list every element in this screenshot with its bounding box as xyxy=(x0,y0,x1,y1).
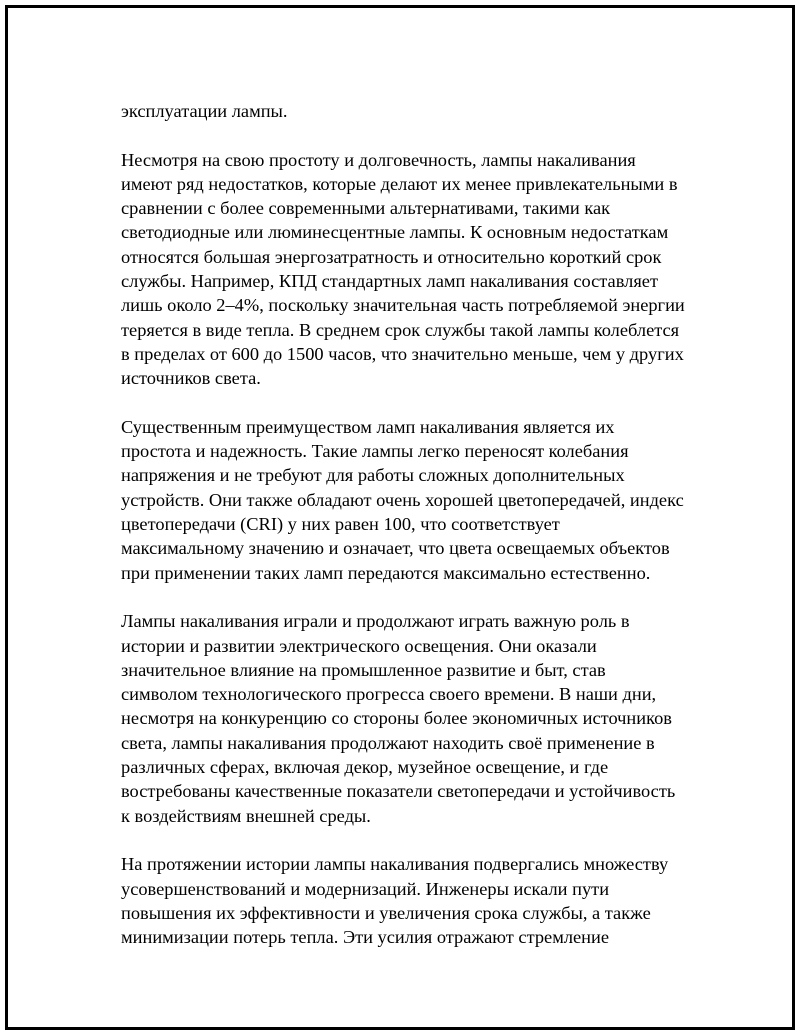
text-line: цветопередачи (CRI) у них равен 100, что соответствует xyxy=(121,514,560,535)
text-line: востребованы качественные показатели светопередачи и устойчивость xyxy=(121,781,676,802)
text-line: к воздействиям внешней среды. xyxy=(121,805,371,826)
text-line: Лампы накаливания играли и продолжают играть важную роль в xyxy=(121,611,630,632)
text-line: Несмотря на свою простоту и долговечность, лампы накаливания xyxy=(121,149,636,170)
text-line: лишь около 2–4%, поскольку значительная часть потребляемой энергии xyxy=(121,295,685,316)
text-line: простота и надежность. Такие лампы легко переносят колебания xyxy=(121,441,629,462)
text-line: эксплуатации лампы. xyxy=(121,101,288,121)
text-line: различных сферах, включая декор, музейное освещение, и где xyxy=(121,757,609,778)
text-line: значительное влияние на промышленное развитие и быт, став xyxy=(121,659,606,680)
text-line: усовершенствований и модернизаций. Инженеры искали пути xyxy=(121,878,610,899)
text-line: службы. Например, КПД стандартных ламп накаливания составляет xyxy=(121,271,659,292)
paragraph-3 xyxy=(121,415,701,585)
paragraph-1 xyxy=(121,99,701,123)
text-line: относятся большая энергозатратность и относительно короткий срок xyxy=(121,246,662,267)
paragraph-4 xyxy=(121,609,701,828)
text-line: символом технологического прогресса своего времени. В наши дни, xyxy=(121,684,657,705)
paragraph-5 xyxy=(121,852,701,949)
text-line: сравнении с более современными альтернативами, такими как xyxy=(121,198,611,219)
text-line: истории и развитии электрического освещения. Они оказали xyxy=(121,635,597,656)
document-body xyxy=(121,99,701,974)
document-page xyxy=(5,5,795,1030)
text-line: На протяжении истории лампы накаливания подвергались множеству xyxy=(121,854,669,875)
text-line: света, лампы накаливания продолжают находить своё применение в xyxy=(121,732,655,753)
text-line: светодиодные или люминесцентные лампы. К основным недостаткам xyxy=(121,222,669,243)
text-line: Существенным преимуществом ламп накаливания является их xyxy=(121,416,615,437)
text-line: теряется в виде тепла. В среднем срок службы такой лампы колеблется xyxy=(121,319,680,340)
text-line: максимальному значению и означает, что цвета освещаемых объектов xyxy=(121,538,670,559)
text-line: при применении таких ламп передаются максимально естественно. xyxy=(121,562,651,583)
text-line: в пределах от 600 до 1500 часов, что значительно меньше, чем у других xyxy=(121,343,684,364)
text-line: источников света. xyxy=(121,368,261,389)
paragraph-2 xyxy=(121,148,701,391)
text-line: минимизации потерь тепла. Эти усилия отражают стремление xyxy=(121,927,610,948)
text-line: несмотря на конкуренцию со стороны более экономичных источников xyxy=(121,708,672,729)
text-line: повышения их эффективности и увеличения срока службы, а также xyxy=(121,902,651,923)
text-line: напряжения и не требуют для работы сложных дополнительных xyxy=(121,465,625,486)
text-line: устройств. Они также обладают очень хорошей цветопередачей, индекс xyxy=(121,489,684,510)
text-line: имеют ряд недостатков, которые делают их менее привлекательными в xyxy=(121,173,678,194)
